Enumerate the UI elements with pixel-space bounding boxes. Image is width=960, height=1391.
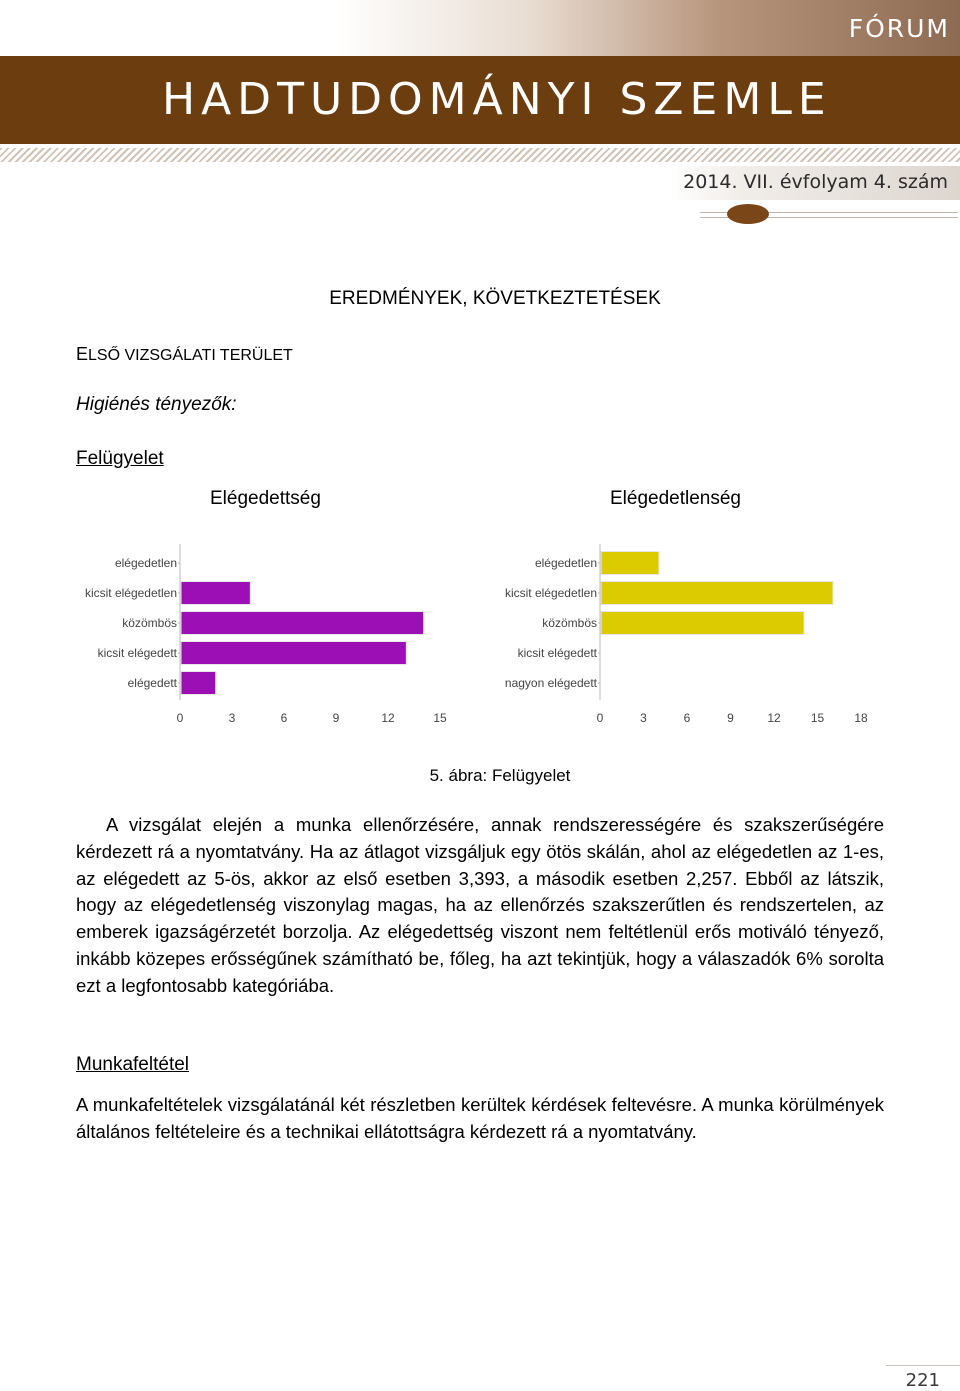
chart-0-category-label: elégedetlen (114, 556, 177, 570)
chart-1-x-tick-label: 12 (767, 711, 781, 725)
decorative-stripe (0, 148, 960, 162)
issue-box (670, 166, 960, 200)
journal-title: HADTUDOMÁNYI SZEMLE (162, 74, 832, 125)
satisfaction-chart (60, 540, 460, 725)
chart-1-bar (601, 552, 659, 575)
chart-0-category-label: kicsit elégedetlen (84, 586, 177, 600)
chart-0-bar (181, 612, 424, 635)
chart-1-category-label: kicsit elégedett (517, 646, 597, 660)
chart-1-category-label: közömbös (542, 616, 597, 630)
section-label: FÓRUM (848, 14, 950, 43)
chart-0-category-label: kicsit elégedett (97, 646, 177, 660)
subsection-heading (76, 344, 293, 365)
munkafeltetel-heading: Munkafeltétel (76, 1054, 190, 1075)
dissatisfaction-chart (480, 540, 890, 725)
page-number: 221 (905, 1370, 940, 1391)
chart-1-x-tick-label: 3 (640, 711, 647, 725)
dissatisfaction-column-label: Elégedetlenség (610, 488, 741, 509)
chart-0-bar (181, 582, 250, 605)
chart-1-x-tick-label: 15 (810, 711, 825, 725)
chart-0-bar (181, 672, 216, 695)
paragraph-1: A vizsgálat elején a munka ellenőrzésére, annak rendszerességére és szakszerűségére kérdezett rá a nyomtatvány. Ha az átlagot vizsgáljuk egy ötös skálán, ahol az elégedetlen az 1-es, az elégedett az 5-ös, akkor az első esetben 3,393, a második esetben 2,257. Ebből az látszik, hogy az elégedetlenség viszonylag magas, ha az ellenőrzés szakszerűtlen és rendszertelen, az emberek igazságérzetét borzolja. Az elégedettség viszont nem feltétlenül erős motiváló tényező, inkább közepes erősségűnek számítható be, főleg, ha azt tekintjük, hogy a válaszadók 6% sorolta ezt a legfontosabb kategóriába. (76, 814, 884, 996)
chart-0-x-tick-label: 3 (228, 711, 236, 725)
felugyelet-heading: Felügyelet (76, 448, 164, 469)
chart-0-category-label: elégedett (127, 676, 177, 690)
italic-heading: Higiénés tényezők: (76, 394, 237, 415)
subhead-rest: LSŐ VIZSGÁLATI TERÜLET (88, 347, 293, 364)
section-title: EREDMÉNYEK, KÖVETKEZTETÉSEK (329, 288, 661, 309)
chart-1-bar (601, 612, 804, 635)
figure-caption: 5. ábra: Felügyelet (429, 766, 571, 785)
chart-1-bar (601, 582, 833, 605)
chart-0-x-tick-label: 6 (280, 711, 288, 725)
chart-1-category-label: kicsit elégedetlen (504, 586, 597, 600)
chart-1-x-tick-label: 18 (854, 711, 868, 725)
subhead-initial: E (76, 344, 89, 364)
chart-0-x-tick-label: 15 (433, 711, 447, 725)
header-top-strip (0, 0, 960, 56)
paragraph-2: A munkafeltételek vizsgálatánál két részletben kerültek kérdések feltevésre. A munka körülmények általános feltételeire és a technikai ellátottságra kérdezett rá a nyomtatvány. (76, 1094, 884, 1142)
chart-0-bar (181, 642, 406, 665)
decorative-dot (727, 204, 769, 224)
chart-1-x-tick-label: 0 (596, 711, 604, 725)
chart-0-x-tick-label: 9 (332, 711, 340, 725)
chart-1-category-label: nagyon elégedett (504, 676, 597, 690)
chart-1-category-label: elégedetlen (534, 556, 597, 570)
page-number-rule (886, 1365, 960, 1366)
chart-0-category-label: közömbös (122, 616, 177, 630)
chart-0-x-tick-label: 12 (381, 711, 395, 725)
chart-1-x-tick-label: 6 (683, 711, 691, 725)
chart-1-x-tick-label: 9 (727, 711, 734, 725)
issue-label: 2014. VII. évfolyam 4. szám (683, 171, 948, 193)
satisfaction-column-label: Elégedettség (210, 488, 321, 509)
chart-0-x-tick-label: 0 (176, 711, 184, 725)
